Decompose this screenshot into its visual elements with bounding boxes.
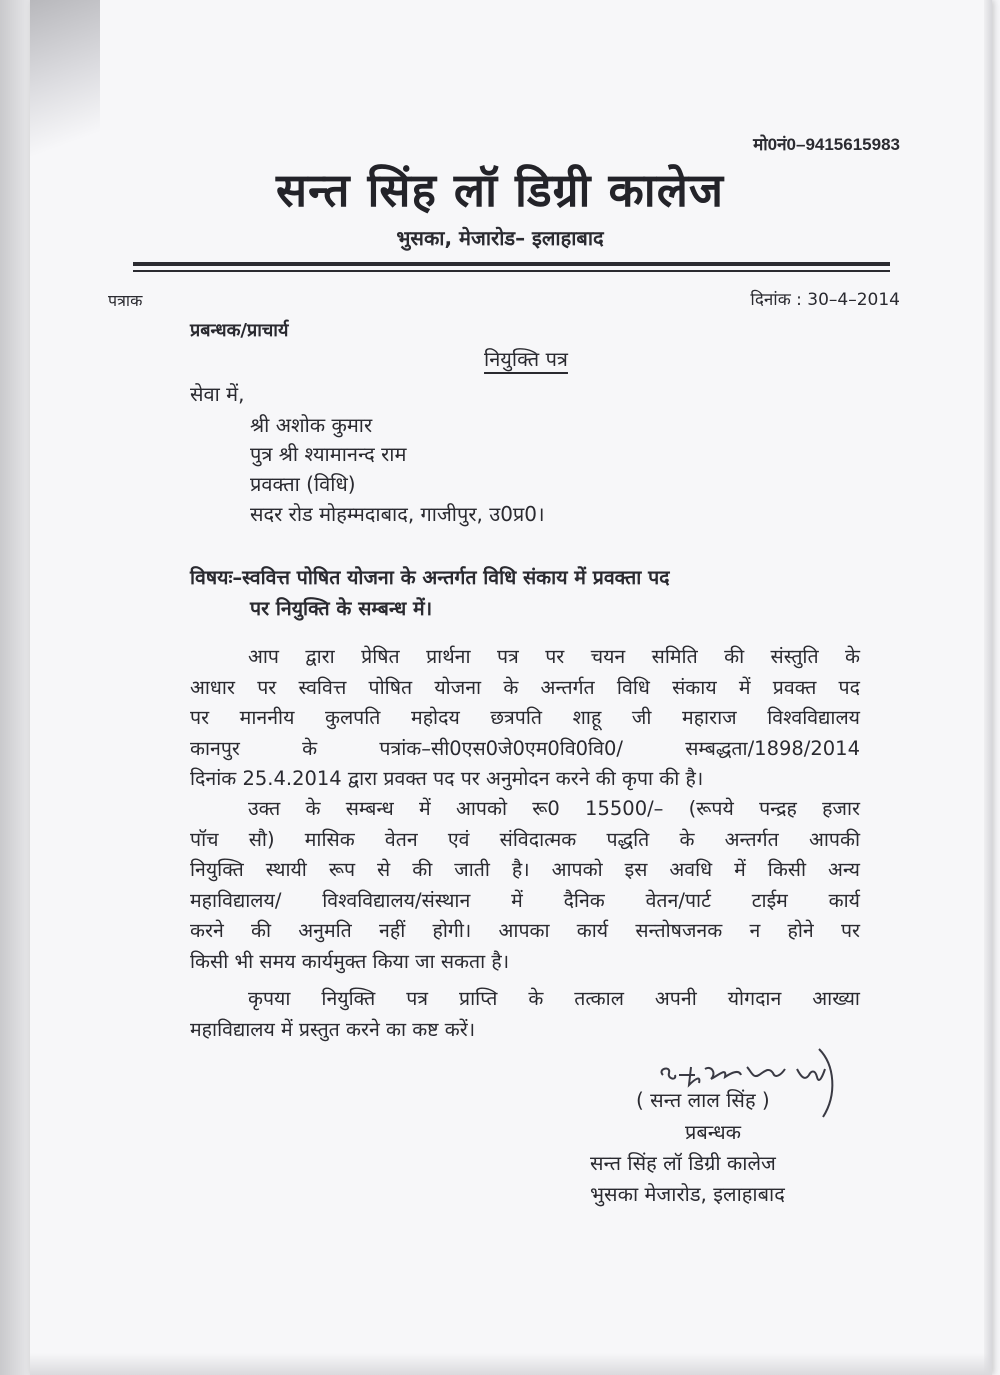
sheet-edge-bottom — [30, 1353, 992, 1375]
body-line: आधार पर स्ववित्त पोषित योजना के अन्तर्गत विधि संकाय में प्रवक्त पद — [190, 675, 860, 699]
body-line: उक्त के सम्बन्ध में आपको रू0 15500/– (रूपये पन्द्रह हजार — [248, 797, 860, 820]
body-line: नियुक्ति स्थायी रूप से की जाती है। आपको इस अवधि में किसी अन्य — [190, 858, 860, 881]
body-line: पॉच सौ) मासिक वेतन एवं संविदात्मक पद्धति के अन्तर्गत आपकी — [190, 827, 860, 851]
subject-line-1: विषयः–स्ववित्त पोषित योजना के अन्तर्गत विधि संकाय में प्रवक्ता पद — [190, 566, 670, 589]
college-name-heading: सन्त सिंह लॉ डिग्री कालेज — [275, 163, 725, 217]
signatory-place: भुसका मेजारोड, इलाहाबाद — [590, 1182, 785, 1206]
body-line: कृपया नियुक्ति पत्र प्राप्ति के तत्काल अपनी योगदान आख्या — [248, 987, 860, 1010]
body-line: करने की अनुमति नहीं होगी। आपका कार्य सन्तोषजनक न होने पर — [190, 919, 860, 942]
body-line: कानपुर के पत्रांक–सी0एस0जे0एम0वि0वि0/ सम्बद्धता/1898/2014 — [190, 736, 860, 760]
recipient-parent: पुत्र श्री श्यामानन्द राम — [250, 442, 407, 466]
recipient-name: श्री अशोक कुमार — [250, 413, 373, 437]
body-line: पर माननीय कुलपति महोदय छत्रपति शाहू जी महाराज विश्वविद्यालय — [190, 706, 860, 729]
signatory-title: प्रबन्धक — [685, 1120, 741, 1144]
body-paragraph-1 — [190, 642, 860, 795]
salutation: सेवा में, — [190, 382, 245, 406]
body-paragraph-2 — [190, 794, 860, 977]
signatory-college: सन्त सिंह लॉ डिग्री कालेज — [590, 1151, 776, 1175]
body-line: किसी भी समय कार्यमुक्त किया जा सकता है। — [190, 949, 510, 973]
letter-title: नियुक्ति पत्र — [484, 347, 568, 371]
body-paragraph-3 — [190, 984, 860, 1045]
subject — [190, 562, 670, 624]
body-line: दिनांक 25.4.2014 द्वारा प्रवक्त पद पर अनुमोदन करने की कृपा की है। — [190, 767, 704, 790]
body-line: महाविद्यालय में प्रस्तुत करने का कष्ट करें। — [190, 1017, 476, 1041]
letter-date: दिनांक : 30–4–2014 — [750, 290, 900, 310]
body-line: आप द्वारा प्रेषित प्रार्थना पत्र पर चयन समिति की संस्तुति के — [248, 645, 860, 668]
sender-role: प्रबन्धक/प्राचार्य — [190, 320, 289, 341]
recipient-address: सदर रोड मोहम्मदाबाद, गाजीपुर, उ0प्र0। — [250, 502, 545, 526]
letterhead-rule-thin — [133, 270, 890, 272]
recipient-designation: प्रवक्ता (विधि) — [250, 472, 356, 496]
mobile-number: मो0नं0–9415615983 — [753, 135, 900, 154]
reference-label: पत्राक — [108, 291, 143, 310]
body-line: महाविद्यालय/ विश्वविद्यालय/संस्थान में दैनिक वेतन/पार्ट टाईम कार्य — [190, 888, 860, 912]
college-address: भुसका, मेजारोड– इलाहाबाद — [396, 226, 604, 250]
subject-line-2: पर नियुक्ति के सम्बन्ध में। — [250, 597, 433, 620]
signatory-name: ( सन्त लाल सिंह ) — [636, 1088, 770, 1112]
letterhead-rule-thick — [133, 262, 890, 266]
